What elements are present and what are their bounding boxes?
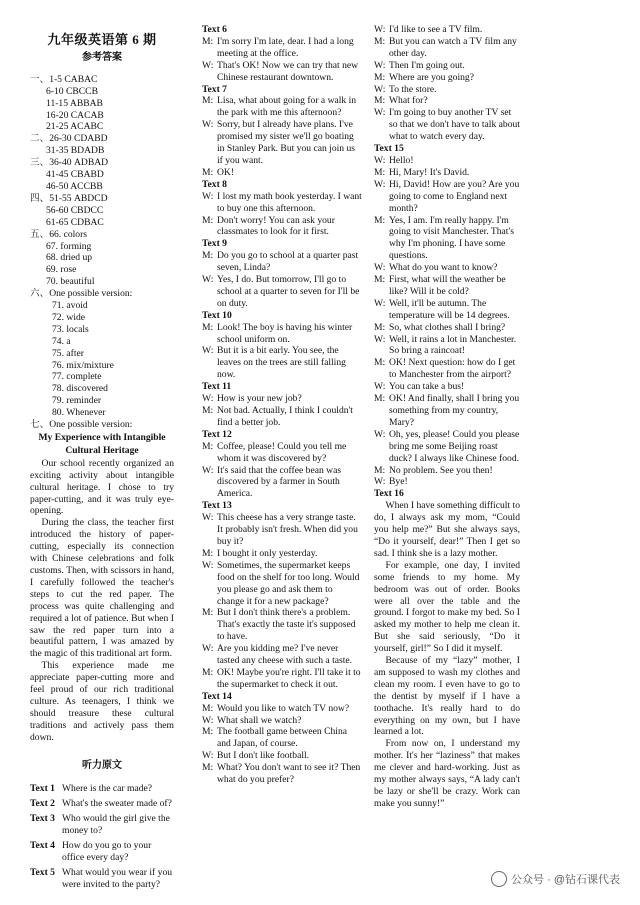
question-text: Where is the car made?: [62, 783, 153, 795]
answer-line: [30, 229, 174, 241]
dialogue-text: OK!: [217, 166, 235, 178]
dialogue-text: What do you want to know?: [389, 262, 498, 274]
section-number: 一、: [30, 73, 50, 85]
question-text: What would you wear if you were invited to the party?: [62, 866, 173, 890]
dialogue-line: [202, 215, 362, 239]
speaker: W:: [374, 333, 386, 345]
dialogue-text: I bought it only yesterday.: [217, 547, 318, 559]
answer-line: [30, 288, 174, 300]
dialogue-text: OK! And finally, shall I bring you something from my country, Mary?: [389, 393, 520, 428]
answer-text: 75. after: [52, 347, 84, 359]
dialogue-line: [202, 36, 362, 60]
answer-line: [30, 324, 174, 336]
question-label: Text 3: [30, 813, 55, 825]
answer-text: 73. locals: [52, 323, 89, 335]
answer-text: 31-35 BDADB: [46, 145, 105, 157]
dialogue-line: [202, 167, 362, 179]
transcript-label: Text 15: [374, 143, 404, 155]
dialogue-line: [202, 560, 362, 608]
transcript-label: Text 10: [202, 309, 232, 321]
speaker: M:: [202, 166, 214, 178]
essay: [30, 432, 174, 744]
dialogue-text: What shall we watch?: [217, 714, 302, 726]
dialogue-line: [202, 726, 362, 750]
question-label: Text 1: [30, 783, 55, 795]
transcript-label: Text 7: [202, 83, 227, 95]
speaker: W:: [202, 464, 214, 476]
dialogue-line: [202, 607, 362, 643]
dialogue-line: [374, 107, 520, 143]
speaker: M:: [202, 250, 214, 262]
dialogue-line: [374, 476, 520, 488]
dialogue-text: Lisa, what about going for a walk in the park with me this afternoon?: [217, 95, 357, 119]
answer-text: 6-10 CBCCB: [46, 85, 98, 97]
speaker: W:: [374, 107, 386, 119]
speaker: M:: [202, 321, 214, 333]
transcript-label: Text 14: [202, 690, 232, 702]
speaker: W:: [374, 381, 386, 393]
question-label: Text 5: [30, 866, 55, 878]
dialogue-text: I lost my math book yesterday. I want to buy one this afternoon.: [217, 190, 362, 214]
transcripts-column-3: [374, 24, 520, 488]
dialogue-text: Not bad. Actually, I think I couldn't find a better job.: [217, 405, 353, 428]
section-number: 二、: [30, 133, 50, 145]
transcript-label: Text 13: [202, 500, 232, 512]
answer-line: [30, 133, 174, 145]
transcript-label: Text 9: [202, 238, 227, 250]
speaker: M:: [374, 274, 386, 286]
text16-paragraph: When I have something difficult to do, I always ask my mom, “Could you help me?” But she always says, “Do it yourself, dear!” Then I get so sad. I think she is a lazy mother.: [374, 500, 520, 559]
dialogue-line: [374, 84, 520, 96]
answer-key-heading: 参考答案: [82, 51, 122, 63]
essay-title-2: Cultural Heritage: [65, 444, 139, 456]
dialogue-line: [374, 60, 520, 72]
answer-line: [30, 395, 174, 407]
answer-text: 16-20 CACAB: [46, 109, 104, 121]
answer-text: 66. colors: [49, 228, 88, 240]
dialogue-text: Bye!: [389, 476, 408, 488]
speaker: M:: [374, 35, 386, 47]
text16-paragraph: From now on, I understand my mother. It's her “laziness” that makes me clever and hard-working. Just as my mother always says, “A lady can't be lazy or she'll be crazy. Work can make you sunny!”: [374, 738, 520, 809]
question-text: What's the sweater made of?: [62, 798, 172, 810]
answer-line: [30, 74, 174, 86]
wechat-logo-icon: [491, 871, 507, 887]
answer-line: [30, 383, 174, 395]
answer-text: 76. mix/mixture: [52, 359, 114, 371]
dialogue-line: [374, 167, 520, 179]
listening-question: [30, 813, 174, 837]
dialogue-text: Well, it rains a lot in Manchester. So bring a raincoat!: [389, 333, 517, 357]
question-label: Text 2: [30, 798, 55, 810]
dialogue-line: [202, 750, 362, 762]
essay-paragraph: This experience made me appreciate paper-cutting more and feel proud of our rich traditional culture. As teenagers, I think we should treasure these cultural traditions and actively pass them down.: [30, 660, 174, 743]
dialogue-text: But you can watch a TV film any other day.: [389, 35, 517, 59]
dialogue-text: That's OK! Now we can try that new Chinese restaurant downtown.: [217, 59, 359, 83]
speaker: M:: [374, 464, 386, 476]
column-2: [202, 24, 362, 786]
answer-text: 46-50 ACCBB: [46, 180, 103, 192]
answer-line: [30, 241, 174, 253]
answer-text: 56-60 CBDCC: [46, 204, 104, 216]
dialogue-line: [374, 72, 520, 84]
dialogue-line: [374, 274, 520, 298]
speaker: W:: [202, 119, 214, 131]
answer-line: [30, 419, 174, 431]
speaker: M:: [374, 214, 386, 226]
section-number: 六、: [30, 288, 50, 300]
speaker: M:: [202, 440, 214, 452]
answer-text: 61-65 CDBAC: [46, 216, 104, 228]
listening-question: [30, 783, 174, 795]
speaker: W:: [374, 476, 386, 488]
answer-list: [30, 74, 174, 431]
speaker: W:: [374, 428, 386, 440]
dialogue-line: [202, 441, 362, 465]
dialogue-line: [374, 298, 520, 322]
dialogue-line: [202, 345, 362, 381]
essay-paragraph: During the class, the teacher first introduced the history of paper-cutting, especially its connection with Chinese celebrations and folk customs. Then, with scissors in hand, I carefully followed the teacher's steps to cut the red paper. The process was quite challenging and required a lot of patience. But when I saw the red paper turn into a beautiful pattern, I was amazed by the magic of this traditional art form.: [30, 517, 174, 660]
dialogue-text: Oh, yes, please! Could you please bring me some Beijing roast duck? I always like Chinese food.: [389, 428, 520, 464]
speaker: W:: [374, 59, 386, 71]
dialogue-text: You can take a bus!: [389, 381, 465, 393]
dialogue-text: So, what clothes shall I bring?: [389, 321, 506, 333]
speaker: M:: [202, 95, 214, 107]
dialogue-text: I'm going to buy another TV set so that we don't have to talk about what to watch every day.: [389, 107, 520, 143]
dialogue-line: [374, 95, 520, 107]
dialogue-text: Would you like to watch TV now?: [217, 702, 350, 714]
answer-line: [30, 86, 174, 98]
speaker: M:: [374, 166, 386, 178]
speaker: W:: [202, 714, 214, 726]
text16-paragraph: For example, one day, I invited some friends to my home. My bedroom was out of order. Books were all over the table and the ground. I forgot to make my bed. So I asked my mother to help me clean it. But she said seriously, “Do it yourself, girl!” So I did it myself.: [374, 559, 520, 655]
dialogue-line: [202, 250, 362, 274]
answer-text: 51-55 ABDCD: [49, 192, 108, 204]
answer-text: 78. discovered: [52, 383, 108, 395]
answer-line: [30, 181, 174, 193]
dialogue-line: [202, 405, 362, 429]
answer-line: [30, 312, 174, 324]
answer-text: 26-30 CDABD: [49, 133, 108, 145]
listening-title: 听力原文: [82, 759, 122, 771]
listening-question: [30, 798, 174, 810]
dialogue-text: Yes, I am. I'm really happy. I'm going to visit Manchester. That's why I'm phoning. I have some questions.: [389, 214, 514, 262]
speaker: W:: [374, 154, 386, 166]
dialogue-text: Look! The boy is having his winter school uniform on.: [217, 321, 353, 345]
speaker: W:: [374, 24, 386, 35]
speaker: W:: [374, 178, 386, 190]
speaker: W:: [202, 345, 214, 357]
dialogue-line: [374, 465, 520, 477]
dialogue-text: OK! Maybe you're right. I'll take it to the supermarket to check it out.: [217, 666, 361, 690]
transcript-label: Text 11: [202, 381, 232, 393]
answer-line: [30, 336, 174, 348]
dialogue-line: [202, 762, 362, 786]
question-label: Text 4: [30, 840, 55, 852]
dialogue-text: What for?: [389, 95, 428, 107]
section-number: 四、: [30, 192, 50, 204]
dialogue-text: The football game between China and Japan, of course.: [217, 726, 348, 750]
dialogue-line: [202, 667, 362, 691]
dialogue-text: This cheese has a very strange taste. It probably isn't fresh. When did you buy it?: [217, 512, 358, 547]
answer-line: [30, 121, 174, 133]
answer-text: 77. complete: [52, 371, 102, 383]
speaker: M:: [202, 35, 214, 47]
answer-line: [30, 371, 174, 383]
answer-line: [30, 300, 174, 312]
answer-text: 74. a: [52, 335, 71, 347]
dialogue-line: [374, 24, 520, 36]
dialogue-line: [202, 322, 362, 346]
answer-line: [30, 110, 174, 122]
speaker: W:: [202, 750, 214, 762]
listening-question: [30, 867, 174, 891]
section-number: 三、: [30, 157, 50, 169]
dialogue-text: But I don't like football.: [217, 750, 310, 762]
dialogue-line: [202, 119, 362, 167]
speaker: W:: [374, 83, 386, 95]
dialogue-line: [374, 262, 520, 274]
dialogue-line: [202, 703, 362, 715]
answer-line: [30, 205, 174, 217]
dialogue-text: Hello!: [389, 154, 414, 166]
answer-text: One possible version:: [49, 419, 133, 431]
dialogue-text: Are you kidding me? I've never tasted any cheese with such a taste.: [217, 643, 353, 667]
dialogue-text: Where are you going?: [389, 71, 474, 83]
answer-text: 11-15 ABBAB: [46, 97, 103, 109]
answer-text: 1-5 CABAC: [49, 73, 98, 85]
transcript-label: Text 6: [202, 24, 227, 35]
answer-text: 36-40 ADBAD: [49, 157, 109, 169]
dialogue-line: [374, 429, 520, 465]
answer-text: 71. avoid: [52, 300, 88, 312]
dialogue-text: Yes, I do. But tomorrow, I'll go to school at a quarter to seven for I'll be on duty.: [217, 274, 360, 309]
answer-text: 21-25 ACABC: [46, 121, 104, 133]
speaker: W:: [202, 512, 214, 524]
speaker: M:: [202, 547, 214, 559]
dialogue-line: [202, 465, 362, 501]
dialogue-text: Coffee, please! Could you tell me whom it was discovered by?: [217, 440, 347, 464]
answer-line: [30, 252, 174, 264]
text16-label: Text 16: [374, 488, 404, 500]
answer-text: 70. beautiful: [46, 276, 95, 288]
speaker: M:: [374, 393, 386, 405]
essay-paragraph: Our school recently organized an exciting activity about intangible cultural heritage. I chose to try paper-cutting, and it was truly eye-opening.: [30, 457, 174, 517]
speaker: M:: [202, 405, 214, 416]
answer-text: 68. dried up: [46, 252, 93, 264]
dialogue-line: [374, 155, 520, 167]
dialogue-text: Do you go to school at a quarter past seven, Linda?: [217, 250, 359, 274]
transcripts-column-2: [202, 24, 362, 786]
dialogue-text: Sorry, but I already have plans. I've promised my sister we'll go boating in Stanley Park. But you can join us if you want.: [217, 119, 356, 166]
dialogue-text: But I don't think there's a problem. That's exactly the taste it's supposed to have.: [217, 607, 356, 643]
answer-line: [30, 276, 174, 288]
speaker: M:: [374, 357, 386, 369]
answer-line: [30, 169, 174, 181]
dialogue-line: [374, 215, 520, 263]
answer-text: 41-45 CBABD: [46, 169, 104, 181]
text16-paragraph: Because of my “lazy” mother, I am supposed to wash my clothes and clean my room. I even have to go to the dentist by myself if I have a toothache. It's really hard to do everything on my own, but I have learned a lot.: [374, 655, 520, 738]
transcript-label: Text 8: [202, 178, 227, 190]
dialogue-text: Well, it'll be autumn. The temperature will be 14 degrees.: [389, 297, 510, 321]
section-number: 五、: [30, 228, 50, 240]
dialogue-line: [202, 548, 362, 560]
answer-line: [30, 407, 174, 419]
speaker: W:: [202, 393, 214, 405]
speaker: W:: [202, 59, 214, 71]
speaker: M:: [374, 95, 386, 107]
speaker: M:: [202, 214, 214, 226]
answer-line: [30, 348, 174, 360]
answer-text: 80. Whenever: [52, 407, 106, 419]
speaker: W:: [202, 559, 214, 571]
dialogue-text: Don't worry! You can ask your classmates to look for it first.: [217, 214, 335, 238]
speaker: M:: [202, 607, 214, 619]
question-text: Who would the girl give the money to?: [62, 813, 170, 837]
dialogue-line: [202, 715, 362, 727]
speaker: M:: [202, 666, 214, 678]
dialogue-line: [374, 393, 520, 429]
dialogue-line: [374, 334, 520, 358]
listening-question: [30, 840, 174, 864]
dialogue-line: [374, 381, 520, 393]
dialogue-text: Then I'm going out.: [389, 59, 465, 71]
dialogue-line: [374, 357, 520, 381]
dialogue-text: What? You don't want to see it? Then what do you prefer?: [217, 762, 361, 786]
speaker: W:: [202, 274, 214, 286]
essay-title: My Experience with Intangible: [38, 432, 166, 443]
answer-line: [30, 360, 174, 372]
answer-line: [30, 193, 174, 205]
speaker: W:: [374, 262, 386, 274]
dialogue-text: Hi, David! How are you? Are you going to come to England next month?: [389, 178, 520, 214]
dialogue-line: [374, 36, 520, 60]
dialogue-text: No problem. See you then!: [389, 464, 493, 476]
speaker: W:: [374, 297, 386, 309]
answer-line: [30, 157, 174, 169]
speaker: M:: [202, 702, 214, 714]
dialogue-line: [202, 512, 362, 548]
answer-line: [30, 145, 174, 157]
answer-line: [30, 264, 174, 276]
answer-text: 72. wide: [52, 311, 86, 323]
dialogue-line: [374, 322, 520, 334]
dialogue-line: [202, 60, 362, 84]
dialogue-line: [202, 274, 362, 310]
watermark: [491, 871, 620, 887]
dialogue-line: [202, 393, 362, 405]
transcript-label: Text 12: [202, 428, 232, 440]
dialogue-text: OK! Next question: how do I get to Manchester from the airport?: [389, 357, 516, 381]
answer-text: 69. rose: [46, 264, 77, 276]
question-text: How do you go to your office every day?: [62, 840, 152, 863]
dialogue-text: I'd like to see a TV film.: [389, 24, 483, 35]
speaker: M:: [374, 71, 386, 83]
speaker: W:: [202, 190, 214, 202]
dialogue-line: [202, 191, 362, 215]
dialogue-text: I'm sorry I'm late, dear. I had a long meeting at the office.: [217, 35, 354, 59]
speaker: M:: [374, 321, 386, 333]
dialogue-text: First, what will the weather be like? Will it be cold?: [389, 274, 506, 297]
answer-line: [30, 98, 174, 110]
dialogue-line: [202, 95, 362, 119]
answer-line: [30, 217, 174, 229]
text16: [374, 488, 520, 809]
dialogue-text: Sometimes, the supermarket keeps food on the shelf for too long. Would you please go and ask them to change it for a new package?: [217, 559, 360, 607]
answer-text: 79. reminder: [52, 395, 102, 407]
dialogue-text: But it is a bit early. You see, the leaves on the trees are still falling now.: [217, 345, 346, 381]
dialogue-text: To the store.: [389, 83, 437, 95]
section-number: 七、: [30, 419, 50, 431]
column-1: [30, 24, 174, 894]
page-title: 九年级英语第 6 期: [47, 32, 157, 47]
watermark-text: 公众号 · @钻石课代表: [511, 874, 620, 886]
dialogue-text: It's said that the coffee bean was discovered by a farmer in South America.: [217, 464, 342, 500]
dialogue-line: [374, 179, 520, 215]
speaker: W:: [202, 643, 214, 655]
speaker: M:: [202, 762, 214, 774]
column-3: [374, 24, 520, 810]
answer-text: One possible version:: [49, 288, 133, 300]
dialogue-line: [202, 643, 362, 667]
dialogue-text: How is your new job?: [217, 393, 302, 405]
answer-text: 67. forming: [46, 240, 92, 252]
listening-questions: [30, 783, 174, 890]
speaker: M:: [202, 726, 214, 738]
dialogue-text: Hi, Mary! It's David.: [389, 166, 470, 178]
